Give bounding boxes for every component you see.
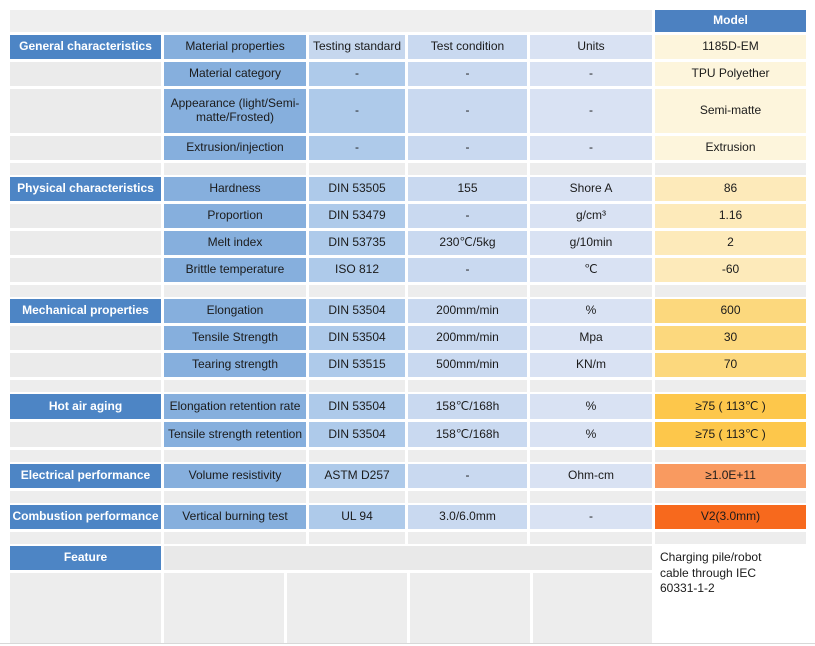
table-row [10,464,815,488]
section-divider-row [10,285,815,297]
spacer-cell [530,532,652,544]
test-condition-cell: - [408,258,527,282]
model-header-row [10,10,815,32]
property-cell: Tensile strength retention [164,422,306,447]
spacer-cell [408,285,527,297]
section-divider-row [10,380,815,392]
property-cell: Proportion [164,204,306,228]
model-value-cell: -60 [655,258,806,282]
units-cell: - [530,136,652,160]
model-value-cell: 1.16 [655,204,806,228]
spacer-cell [164,450,306,462]
spacer-cell [530,380,652,392]
model-value-cell: TPU Polyether [655,62,806,86]
units-cell: - [530,62,652,86]
table-row [10,89,815,133]
spacer-cell [164,532,306,544]
feature-value-cell: Charging pile/robot cable through IEC 60331-1-2 [655,546,806,643]
testing-standard-cell: DIN 53505 [309,177,405,201]
test-condition-cell: 200mm/min [408,326,527,350]
test-condition-cell: 155 [408,177,527,201]
model-value-cell: Extrusion [655,136,806,160]
spacer-cell [10,380,161,392]
spacer-cell [10,285,161,297]
spacer-cell [10,163,161,175]
spacer-cell [655,285,806,297]
testing-standard-cell: DIN 53515 [309,353,405,377]
property-cell: Elongation [164,299,306,323]
spacer-cell [530,163,652,175]
model-name-cell: 1185D-EM [655,35,806,59]
table-row [10,231,815,255]
units-cell: % [530,422,652,447]
table-row [10,546,652,570]
spacer-cell [309,491,405,503]
column-header-units: Units [530,35,652,59]
testing-standard-cell: ISO 812 [309,258,405,282]
spacer-cell [530,491,652,503]
feature-section [10,546,815,643]
table-row [10,35,815,59]
test-condition-cell: - [408,136,527,160]
section-divider-row [10,532,815,544]
spacer-cell [164,380,306,392]
category-spacer-cell [10,422,161,447]
model-value-cell: ≥1.0E+11 [655,464,806,488]
section-header-combustion-performance: Combustion performance [10,505,161,529]
table-row [10,394,815,419]
model-value-cell: 30 [655,326,806,350]
units-cell: - [530,89,652,133]
spacer-cell [164,285,306,297]
spacer-cell [655,163,806,175]
spacer-cell [408,380,527,392]
spacer-cell [309,285,405,297]
table-row [10,258,815,282]
section-header-mechanical-properties: Mechanical properties [10,299,161,323]
table-row [10,353,815,377]
spacer-cell [309,380,405,392]
category-spacer-cell [10,204,161,228]
test-condition-cell: - [408,464,527,488]
test-condition-cell: 158℃/168h [408,394,527,419]
model-value-cell: 70 [655,353,806,377]
category-spacer-cell [10,353,161,377]
property-cell: Tensile Strength [164,326,306,350]
column-header-test-condition: Test condition [408,35,527,59]
section-header-physical-characteristics: Physical characteristics [10,177,161,201]
top-spacer-band [10,10,652,32]
spacer-cell [408,163,527,175]
property-cell: Elongation retention rate [164,394,306,419]
column-header-testing-standard: Testing standard [309,35,405,59]
units-cell: Ohm-cm [530,464,652,488]
spacer-cell [408,450,527,462]
property-cell: Brittle temperature [164,258,306,282]
spacer-cell [309,532,405,544]
property-cell: Melt index [164,231,306,255]
section-header-hot-air-aging: Hot air aging [10,394,161,419]
spacer-cell [408,532,527,544]
testing-standard-cell: ASTM D257 [309,464,405,488]
units-cell: g/cm³ [530,204,652,228]
table-row [10,326,815,350]
model-value-cell: 86 [655,177,806,201]
model-column-header: Model [655,10,806,32]
spacer-cell [655,491,806,503]
feature-spacer-band [164,546,652,570]
table-row [10,505,815,529]
testing-standard-cell: DIN 53504 [309,326,405,350]
test-condition-cell: 158℃/168h [408,422,527,447]
section-header-feature: Feature [10,546,161,570]
feature-left-grid [10,546,652,643]
property-cell: Appearance (light/Semi-matte/Frosted) [164,89,306,133]
spacer-cell [408,491,527,503]
property-cell: Extrusion/injection [164,136,306,160]
spacer-cell [530,450,652,462]
category-spacer-cell [10,136,161,160]
category-spacer-cell [10,258,161,282]
table-row [10,422,815,447]
units-cell: - [530,505,652,529]
spacer-cell [655,380,806,392]
table-row [10,62,815,86]
model-value-cell: ≥75 ( 113℃ ) [655,394,806,419]
test-condition-cell: 200mm/min [408,299,527,323]
units-cell: Mpa [530,326,652,350]
testing-standard-cell: DIN 53504 [309,299,405,323]
spacer-cell [10,573,161,643]
spacer-cell [10,450,161,462]
spacer-cell [164,491,306,503]
model-value-cell: 2 [655,231,806,255]
units-cell: Shore A [530,177,652,201]
units-cell: % [530,394,652,419]
bottom-spacer-row [10,573,652,643]
spacer-cell [309,450,405,462]
section-divider-row [10,450,815,462]
testing-standard-cell: - [309,89,405,133]
model-value-cell: Semi-matte [655,89,806,133]
spacer-cell [533,573,652,643]
category-spacer-cell [10,326,161,350]
spacer-cell [655,450,806,462]
property-cell: Material category [164,62,306,86]
table-row [10,177,815,201]
spacer-cell [10,491,161,503]
test-condition-cell: 500mm/min [408,353,527,377]
test-condition-cell: 230℃/5kg [408,231,527,255]
test-condition-cell: - [408,204,527,228]
units-cell: KN/m [530,353,652,377]
units-cell: ℃ [530,258,652,282]
category-spacer-cell [10,89,161,133]
testing-standard-cell: UL 94 [309,505,405,529]
spacer-cell [10,532,161,544]
spacer-cell [164,163,306,175]
model-value-cell: 600 [655,299,806,323]
test-condition-cell: 3.0/6.0mm [408,505,527,529]
table-row [10,136,815,160]
testing-standard-cell: DIN 53504 [309,422,405,447]
category-spacer-cell [10,62,161,86]
spacer-cell [655,532,806,544]
units-cell: g/10min [530,231,652,255]
table-row [10,299,815,323]
section-divider-row [10,163,815,175]
testing-standard-cell: - [309,62,405,86]
model-value-cell: ≥75 ( 113℃ ) [655,422,806,447]
testing-standard-cell: DIN 53735 [309,231,405,255]
spacer-cell [309,163,405,175]
property-cell: Tearing strength [164,353,306,377]
section-header-general-characteristics: General characteristics [10,35,161,59]
spacer-cell [287,573,407,643]
test-condition-cell: - [408,89,527,133]
category-spacer-cell [10,231,161,255]
test-condition-cell: - [408,62,527,86]
model-value-cell: V2(3.0mm) [655,505,806,529]
column-header-material-properties: Material properties [164,35,306,59]
table-row [10,204,815,228]
property-cell: Vertical burning test [164,505,306,529]
section-header-electrical-performance: Electrical performance [10,464,161,488]
property-cell: Hardness [164,177,306,201]
spacer-cell [410,573,530,643]
testing-standard-cell: - [309,136,405,160]
spacer-cell [164,573,284,643]
testing-standard-cell: DIN 53479 [309,204,405,228]
property-cell: Volume resistivity [164,464,306,488]
section-divider-row [10,491,815,503]
spacer-cell [530,285,652,297]
testing-standard-cell: DIN 53504 [309,394,405,419]
bottom-divider-line [0,643,815,644]
units-cell: % [530,299,652,323]
